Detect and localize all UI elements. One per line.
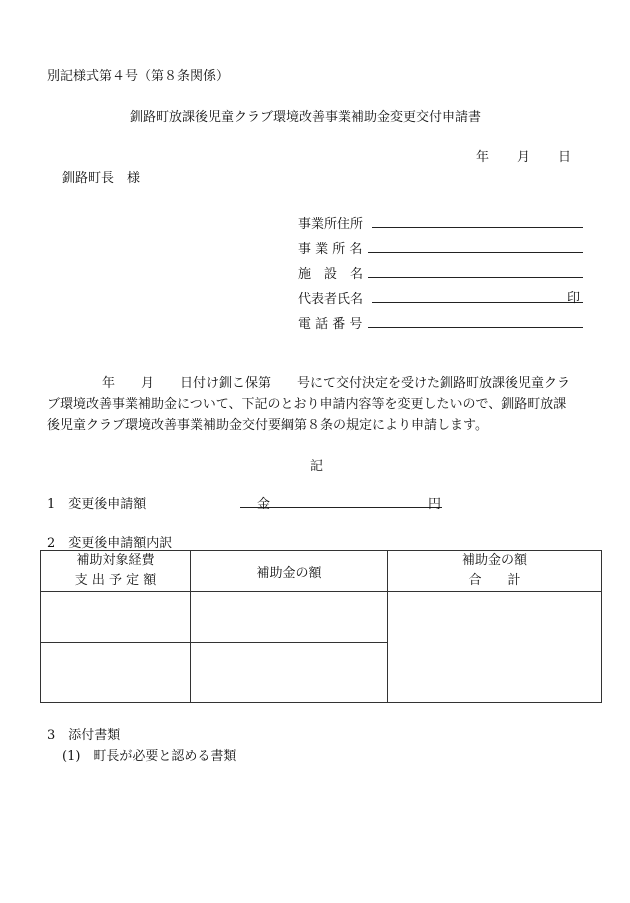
field-label-facility-name: 施 設 名	[298, 267, 364, 282]
date-year: 年	[476, 150, 490, 165]
cell-subsidy-total[interactable]	[388, 592, 602, 703]
field-label-phone: 電 話 番 号	[298, 317, 363, 332]
field-line-facility-name[interactable]	[368, 277, 583, 278]
section1-label: 1 変更後申請額	[47, 497, 147, 512]
header-subsidy-total	[388, 551, 602, 592]
body-line-2: ブ環境改善事業補助金について、下記のとおり申請内容等を変更したいので、釧路町放課	[47, 397, 567, 412]
header-subsidy-total-line2: 合 計	[468, 573, 521, 588]
section3-item-1: (1) 町長が必要と認める書類	[62, 749, 237, 764]
header-subsidy-total-line1: 補助金の額	[461, 553, 527, 568]
header-eligible-expense	[41, 551, 191, 592]
header-subsidy-amount: 補助金の額	[191, 551, 388, 592]
date-day: 日	[558, 150, 572, 165]
header-eligible-expense-line2: 支 出 予 定 額	[74, 573, 157, 588]
body-line-3: 後児童クラブ環境改善事業補助金交付要綱第８条の規定により申請します。	[47, 418, 488, 433]
date-month: 月	[517, 150, 531, 165]
field-line-address[interactable]	[372, 227, 583, 228]
header-eligible-expense-line1: 補助対象経費	[76, 553, 155, 568]
document-title: 釧路町放課後児童クラブ環境改善事業補助金変更交付申請書	[130, 110, 482, 125]
cell-expense-row1[interactable]	[41, 592, 191, 643]
cell-subsidy-row2[interactable]	[191, 643, 388, 703]
section1-unit: 円	[428, 497, 442, 512]
field-label-office-name: 事 業 所 名	[298, 242, 363, 257]
ki-heading: 記	[310, 459, 324, 474]
section2-label: 2 変更後申請額内訳	[47, 536, 173, 551]
seal-mark: 印	[567, 291, 581, 306]
field-line-representative[interactable]	[372, 302, 583, 303]
field-label-representative: 代表者氏名	[298, 292, 364, 307]
cell-subsidy-row1[interactable]	[191, 592, 388, 643]
section1-prefix: 金	[257, 497, 271, 512]
body-line-1: 年 月 日付け釧こ保第 号にて交付決定を受けた釧路町放課後児童クラ	[102, 376, 571, 391]
section3-label: 3 添付書類	[47, 728, 121, 743]
breakdown-table	[40, 550, 602, 703]
field-line-phone[interactable]	[368, 327, 583, 328]
cell-expense-row2[interactable]	[41, 643, 191, 703]
form-number-label: 別記様式第４号（第８条関係）	[47, 69, 230, 84]
field-label-address: 事業所住所	[298, 217, 364, 232]
section1-amount-line[interactable]	[240, 507, 442, 508]
addressee: 釧路町長 様	[62, 171, 141, 186]
field-line-office-name[interactable]	[368, 252, 583, 253]
